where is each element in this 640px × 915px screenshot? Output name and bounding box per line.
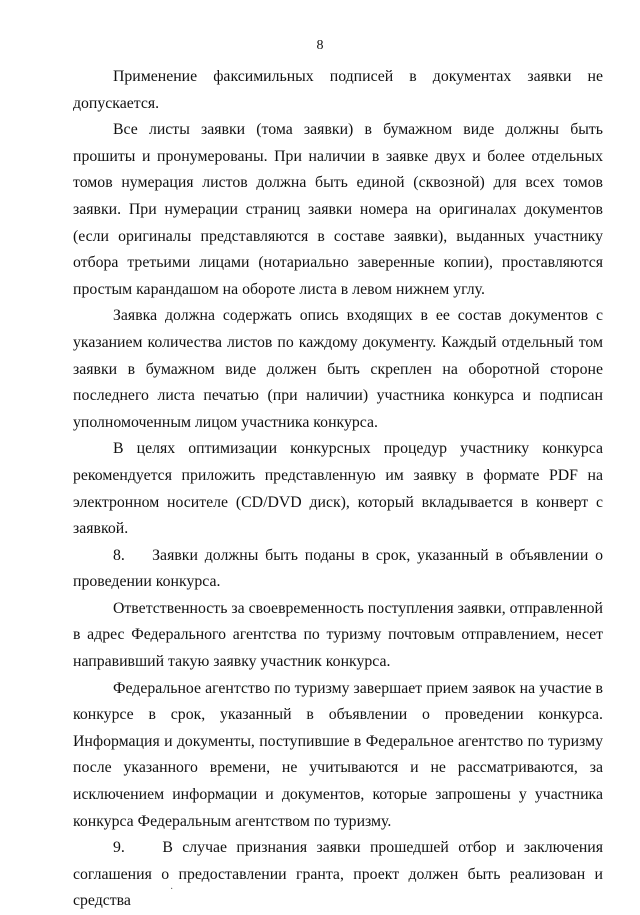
paragraph-item-8: 8. Заявки должны быть поданы в срок, указанный в объявлении о проведении конкурса. — [73, 546, 607, 591]
paragraph-inventory: Заявка должна содержать опись входящих в ее состав документов с указанием количества листов по каждому документу. Каждый отдельный том заявки в бумажном виде должен быть скреплен на оборотной стороне последнего листа печатью (при наличии) участника конкурса и подписан уполномоченным лицом участника конкурса. — [73, 307, 603, 431]
paragraph-agency-deadline: Федеральное агентство по туризму завершает прием заявок на участие в конкурсе в срок, указанный в объявлении о проведении конкурса. Информация и документы, поступившие в Федеральное агентство по туризму после указанного времени, не учитываются и не рассматриваются, за исключением информации и документов, которые запрошены у участника конкурса Федеральным агентством по туризму. — [73, 679, 603, 830]
paragraph-item-9: 9. В случае признания заявки прошедшей отбор и заключения соглашения о предоставлении гранта, проект должен быть реализован и средства — [73, 839, 607, 910]
paragraph-responsibility: Ответственность за своевременность поступления заявки, отправленной в адрес Федерального агентства по туризму почтовым отправлением, несет направивший такую заявку участник конкурса. — [73, 599, 603, 671]
scan-artifact-dot: · — [170, 884, 174, 895]
paragraph-facsimile: Применение факсимильных подписей в документах заявки не допускается. — [73, 68, 603, 112]
paragraph-pdf-recommendation: В целях оптимизации конкурсных процедур участнику конкурса рекомендуется приложить представленную им заявку в формате PDF на электронном носителе (CD/DVD диск), который вкладывается в конверт с заявкой. — [73, 440, 603, 538]
document-body — [73, 64, 607, 915]
paragraph-sheets-numbering: Все листы заявки (тома заявки) в бумажном виде должны быть прошиты и пронумерованы. При наличии в заявке двух и более отдельных томов нумерация листов должна быть единой (сквозной) для всех томов заявки. При нумерации страниц заявки номера на оригиналах документов (если оригиналы представляются в составе заявки), выданных участнику отбора третьими лицами (нотариально заверенные копии), проставляются простым карандашом на обороте листа в левом нижнем углу. — [73, 121, 603, 298]
page-number: 8 — [316, 38, 324, 53]
